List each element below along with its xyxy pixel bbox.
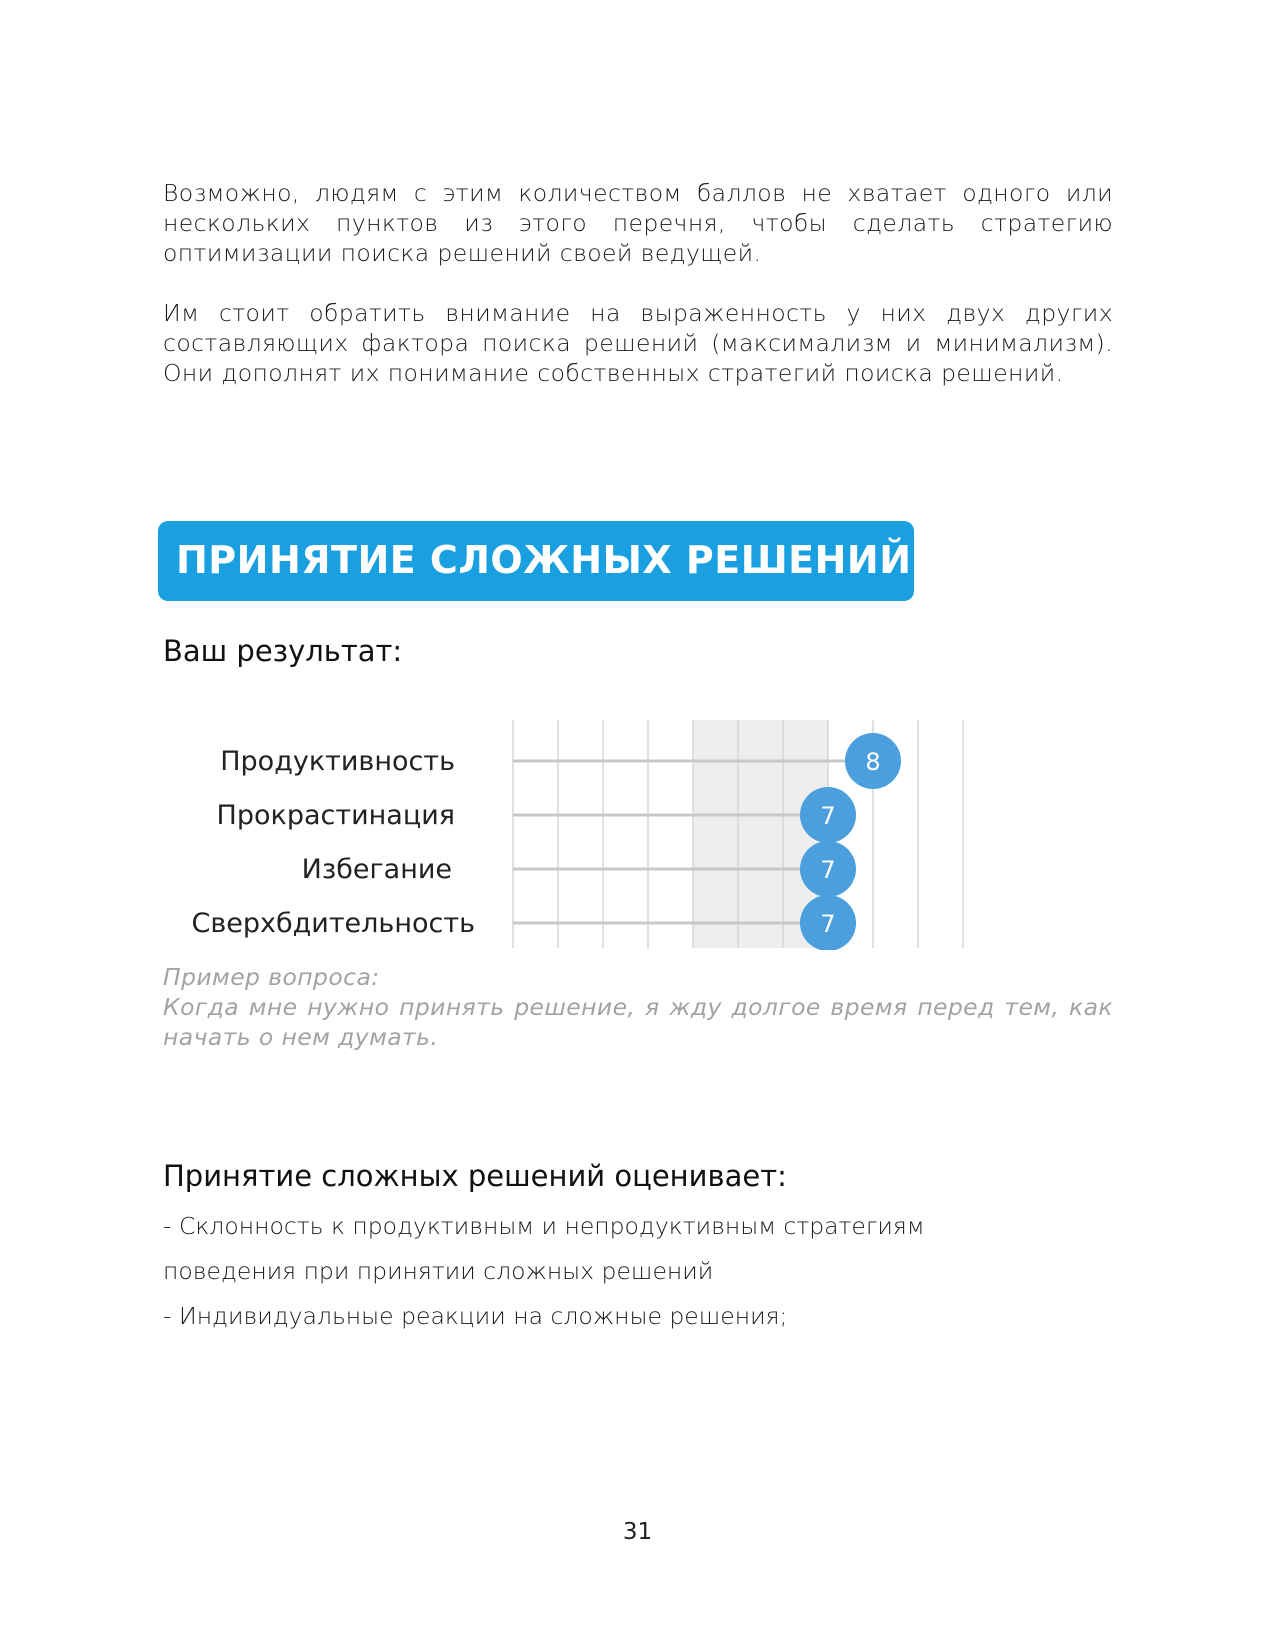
example-label: Пример вопроса:	[163, 963, 380, 991]
assessment-line-1: - Склонность к продуктивным и непродуктивным стратегиям	[163, 1212, 925, 1240]
results-chart	[150, 720, 970, 950]
assessment-line-3: - Индивидуальные реакции на сложные решения;	[163, 1302, 788, 1330]
category-label: Продуктивность	[220, 746, 455, 777]
value-label: 8	[865, 748, 881, 776]
value-label: 7	[820, 910, 836, 938]
category-label: Избегание	[301, 854, 452, 885]
intro-paragraph-1: Возможно, людям с этим количеством баллов не хватает одного или нескольких пунктов из этого перечня, чтобы сделать стратегию оптимизации поиска решений своей ведущей.	[163, 179, 1113, 267]
category-label: Сверхбдительность	[191, 908, 475, 939]
result-label: Ваш результат:	[163, 634, 403, 668]
section-banner	[158, 521, 914, 601]
intro-paragraph-2: Им стоит обратить внимание на выраженность у них двух других составляющих фактора поиска решений (максимализм и минимализм). Они дополнят их понимание собственных стратегий поиска решений.	[163, 299, 1113, 387]
page-number: 31	[622, 1519, 653, 1545]
category-label: Прокрастинация	[216, 800, 455, 831]
section-title: ПРИНЯТИЕ СЛОЖНЫХ РЕШЕНИЙ	[176, 538, 912, 582]
example-text: Когда мне нужно принять решение, я жду долгое время перед тем, как начать о нем думать.	[163, 993, 1113, 1051]
value-label: 7	[820, 802, 836, 830]
assessment-line-2: поведения при принятии сложных решений	[163, 1257, 714, 1285]
value-label: 7	[820, 856, 836, 884]
example-question	[163, 962, 1113, 1052]
assessment-title: Принятие сложных решений оценивает:	[163, 1159, 787, 1193]
